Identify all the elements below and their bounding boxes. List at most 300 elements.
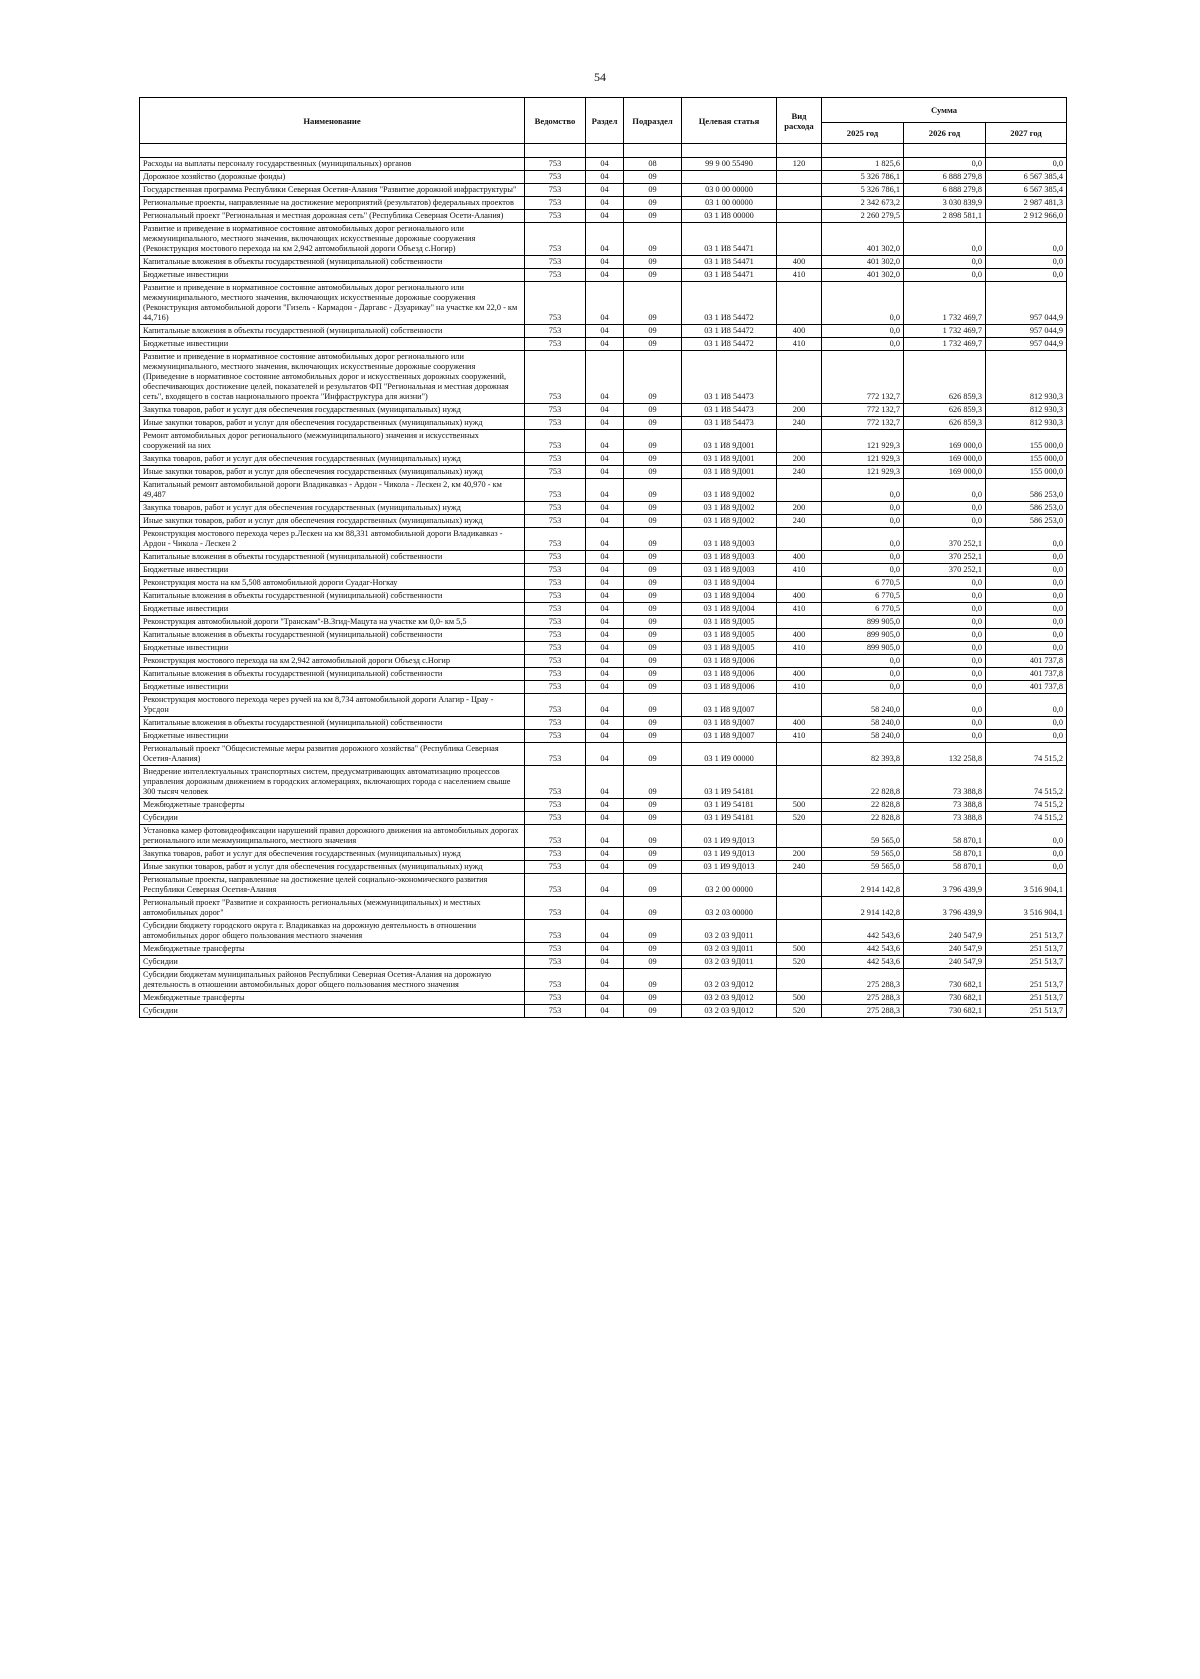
- header-name: Наименование: [140, 98, 525, 144]
- cell-section: 04: [586, 861, 624, 874]
- cell-2026: 73 388,8: [904, 766, 986, 799]
- cell-2025: 442 543,6: [822, 920, 904, 943]
- cell-2025: 59 565,0: [822, 861, 904, 874]
- cell-subsection: 09: [624, 466, 682, 479]
- cell-2025: 772 132,7: [822, 351, 904, 404]
- cell-department: 753: [525, 197, 586, 210]
- cell-name: Расходы на выплаты персоналу государственных (муниципальных) органов: [140, 158, 525, 171]
- cell-2025: 0,0: [822, 338, 904, 351]
- cell-subsection: 09: [624, 897, 682, 920]
- cell-2027: 251 513,7: [986, 1005, 1067, 1018]
- cell-2027: 251 513,7: [986, 956, 1067, 969]
- cell-section: 04: [586, 197, 624, 210]
- cell-2025: 442 543,6: [822, 943, 904, 956]
- cell-expense-type: 200: [777, 502, 822, 515]
- table-row: [140, 269, 1067, 282]
- cell-subsection: 09: [624, 453, 682, 466]
- table-row: [140, 812, 1067, 825]
- table-row: [140, 466, 1067, 479]
- cell-target-article: 03 1 И8 9Д003: [682, 528, 777, 551]
- cell-section: 04: [586, 681, 624, 694]
- cell-name: Реконструкция мостового перехода на км 2,942 автомобильной дороги Объезд с.Ногир: [140, 655, 525, 668]
- cell-target-article: 03 1 И8 9Д007: [682, 717, 777, 730]
- cell-section: 04: [586, 642, 624, 655]
- budget-table: [139, 97, 1067, 1018]
- cell-subsection: 09: [624, 861, 682, 874]
- cell-2026: 0,0: [904, 590, 986, 603]
- cell-2027: 74 515,2: [986, 799, 1067, 812]
- cell-subsection: 09: [624, 256, 682, 269]
- cell-department: 753: [525, 897, 586, 920]
- cell-target-article: 03 1 И8 9Д007: [682, 694, 777, 717]
- cell-section: 04: [586, 603, 624, 616]
- table-row: [140, 351, 1067, 404]
- cell-expense-type: 410: [777, 603, 822, 616]
- cell-name: Внедрение интеллектуальных транспортных систем, предусматривающих автоматизацию процессов управления дорожным движением в городских агломерациях, включающих города с населением свыше 300 тысяч человек: [140, 766, 525, 799]
- cell-2025: 2 914 142,8: [822, 897, 904, 920]
- cell-2026: 0,0: [904, 655, 986, 668]
- cell-department: 753: [525, 590, 586, 603]
- cell-2026: 730 682,1: [904, 1005, 986, 1018]
- cell-expense-type: 500: [777, 943, 822, 956]
- cell-name: Ремонт автомобильных дорог регионального (межмуниципального) значения и искусственных сооружений на них: [140, 430, 525, 453]
- cell-subsection: 09: [624, 404, 682, 417]
- cell-2027: 586 253,0: [986, 479, 1067, 502]
- cell-expense-type: 520: [777, 812, 822, 825]
- cell-2027: 0,0: [986, 223, 1067, 256]
- cell-section: 04: [586, 282, 624, 325]
- cell-2025: 401 302,0: [822, 223, 904, 256]
- cell-department: 753: [525, 603, 586, 616]
- table-row: [140, 1005, 1067, 1018]
- cell-2025: 58 240,0: [822, 694, 904, 717]
- cell-target-article: 03 1 И8 00000: [682, 210, 777, 223]
- table-row: [140, 590, 1067, 603]
- cell-2027: 0,0: [986, 551, 1067, 564]
- cell-name: Региональный проект "Общесистемные меры развития дорожного хозяйства" (Республика Северная Осетия-Алания): [140, 743, 525, 766]
- cell-target-article: 03 1 И9 9Д013: [682, 825, 777, 848]
- cell-section: 04: [586, 1005, 624, 1018]
- cell-expense-type: [777, 743, 822, 766]
- cell-target-article: 03 1 И8 9Д003: [682, 551, 777, 564]
- cell-section: 04: [586, 158, 624, 171]
- cell-department: 753: [525, 417, 586, 430]
- table-row: [140, 874, 1067, 897]
- cell-2025: 0,0: [822, 282, 904, 325]
- cell-department: 753: [525, 269, 586, 282]
- cell-target-article: 03 1 И8 9Д002: [682, 502, 777, 515]
- cell-target-article: 03 1 И8 9Д005: [682, 642, 777, 655]
- cell-expense-type: 410: [777, 338, 822, 351]
- cell-subsection: 09: [624, 629, 682, 642]
- cell-subsection: 09: [624, 743, 682, 766]
- cell-subsection: 09: [624, 717, 682, 730]
- cell-2027: 812 930,3: [986, 351, 1067, 404]
- cell-2025: 6 770,5: [822, 577, 904, 590]
- cell-expense-type: 400: [777, 668, 822, 681]
- cell-2026: 0,0: [904, 577, 986, 590]
- cell-2027: 0,0: [986, 528, 1067, 551]
- cell-section: 04: [586, 743, 624, 766]
- cell-name: Капитальные вложения в объекты государственной (муниципальной) собственности: [140, 256, 525, 269]
- cell-section: 04: [586, 799, 624, 812]
- cell-department: 753: [525, 616, 586, 629]
- cell-department: 753: [525, 766, 586, 799]
- cell-2027: 251 513,7: [986, 920, 1067, 943]
- cell-2025: 0,0: [822, 655, 904, 668]
- cell-2027: 0,0: [986, 694, 1067, 717]
- cell-section: 04: [586, 897, 624, 920]
- cell-department: 753: [525, 430, 586, 453]
- cell-2026: 73 388,8: [904, 812, 986, 825]
- table-row: [140, 629, 1067, 642]
- cell-2027: 0,0: [986, 590, 1067, 603]
- table-row: [140, 743, 1067, 766]
- table-row: [140, 642, 1067, 655]
- cell-expense-type: [777, 897, 822, 920]
- cell-expense-type: 410: [777, 642, 822, 655]
- cell-expense-type: 240: [777, 515, 822, 528]
- cell-expense-type: 410: [777, 269, 822, 282]
- cell-section: 04: [586, 417, 624, 430]
- cell-target-article: 03 1 И8 54471: [682, 256, 777, 269]
- cell-2026: 6 888 279,8: [904, 171, 986, 184]
- cell-subsection: 09: [624, 992, 682, 1005]
- cell-expense-type: 400: [777, 551, 822, 564]
- cell-subsection: 09: [624, 969, 682, 992]
- header-sum: Сумма: [822, 98, 1067, 123]
- cell-target-article: 03 1 И8 9Д006: [682, 668, 777, 681]
- cell-name: Закупка товаров, работ и услуг для обеспечения государственных (муниципальных) нужд: [140, 848, 525, 861]
- cell-department: 753: [525, 564, 586, 577]
- cell-subsection: 09: [624, 956, 682, 969]
- cell-2025: 442 543,6: [822, 956, 904, 969]
- header-target-article: Целевая статья: [682, 98, 777, 144]
- cell-section: 04: [586, 969, 624, 992]
- cell-name: Межбюджетные трансферты: [140, 943, 525, 956]
- cell-department: 753: [525, 515, 586, 528]
- cell-2027: 251 513,7: [986, 992, 1067, 1005]
- cell-2027: 2 912 966,0: [986, 210, 1067, 223]
- cell-target-article: 03 1 И8 9Д003: [682, 564, 777, 577]
- cell-section: 04: [586, 848, 624, 861]
- table-row: [140, 325, 1067, 338]
- cell-2026: 0,0: [904, 730, 986, 743]
- cell-2026: 132 258,8: [904, 743, 986, 766]
- header-expense-type: Вид расхода: [777, 98, 822, 144]
- table-row: [140, 766, 1067, 799]
- cell-2025: 6 770,5: [822, 603, 904, 616]
- cell-2025: 2 260 279,5: [822, 210, 904, 223]
- cell-2026: 0,0: [904, 269, 986, 282]
- cell-2026: 0,0: [904, 681, 986, 694]
- cell-subsection: 09: [624, 502, 682, 515]
- cell-name: Межбюджетные трансферты: [140, 992, 525, 1005]
- cell-2027: 401 737,8: [986, 655, 1067, 668]
- cell-2027: 0,0: [986, 642, 1067, 655]
- cell-name: Бюджетные инвестиции: [140, 681, 525, 694]
- cell-subsection: 09: [624, 430, 682, 453]
- cell-2027: 74 515,2: [986, 766, 1067, 799]
- cell-target-article: 03 1 И8 9Д007: [682, 730, 777, 743]
- cell-2026: 240 547,9: [904, 920, 986, 943]
- table-row: [140, 515, 1067, 528]
- cell-section: 04: [586, 629, 624, 642]
- cell-department: 753: [525, 920, 586, 943]
- cell-name: Региональные проекты, направленные на достижение мероприятий (результатов) федеральных проектов: [140, 197, 525, 210]
- cell-target-article: 03 1 И8 9Д001: [682, 466, 777, 479]
- cell-department: 753: [525, 956, 586, 969]
- cell-subsection: 09: [624, 210, 682, 223]
- cell-2025: 121 929,3: [822, 430, 904, 453]
- cell-department: 753: [525, 171, 586, 184]
- cell-expense-type: 400: [777, 629, 822, 642]
- cell-target-article: 03 1 И8 54472: [682, 338, 777, 351]
- cell-2027: 6 567 385,4: [986, 171, 1067, 184]
- cell-subsection: 08: [624, 158, 682, 171]
- cell-target-article: 03 1 И8 54473: [682, 351, 777, 404]
- table-row: [140, 861, 1067, 874]
- table-row: [140, 528, 1067, 551]
- table-row: [140, 256, 1067, 269]
- cell-target-article: 03 2 03 9Д012: [682, 969, 777, 992]
- cell-target-article: 03 1 И8 9Д002: [682, 479, 777, 502]
- cell-subsection: 09: [624, 184, 682, 197]
- cell-target-article: 03 1 И8 9Д005: [682, 629, 777, 642]
- cell-2026: 0,0: [904, 223, 986, 256]
- cell-target-article: 03 2 03 9Д011: [682, 943, 777, 956]
- cell-target-article: 03 2 00 00000: [682, 874, 777, 897]
- cell-section: 04: [586, 668, 624, 681]
- table-row: [140, 943, 1067, 956]
- cell-2026: 626 859,3: [904, 351, 986, 404]
- cell-name: Закупка товаров, работ и услуг для обеспечения государственных (муниципальных) нужд: [140, 453, 525, 466]
- cell-section: 04: [586, 256, 624, 269]
- cell-2027: 251 513,7: [986, 969, 1067, 992]
- cell-target-article: 03 1 И9 54181: [682, 812, 777, 825]
- cell-expense-type: [777, 825, 822, 848]
- cell-subsection: 09: [624, 269, 682, 282]
- cell-name: Бюджетные инвестиции: [140, 603, 525, 616]
- cell-target-article: 03 2 03 9Д011: [682, 920, 777, 943]
- header-year-2027: 2027 год: [986, 123, 1067, 144]
- cell-target-article: 03 1 00 00000: [682, 197, 777, 210]
- cell-department: 753: [525, 351, 586, 404]
- cell-2025: 121 929,3: [822, 453, 904, 466]
- cell-expense-type: [777, 351, 822, 404]
- cell-section: 04: [586, 515, 624, 528]
- cell-2025: 899 905,0: [822, 616, 904, 629]
- cell-2025: 772 132,7: [822, 417, 904, 430]
- cell-section: 04: [586, 577, 624, 590]
- cell-2025: 58 240,0: [822, 717, 904, 730]
- header-section: Раздел: [586, 98, 624, 144]
- cell-expense-type: [777, 282, 822, 325]
- cell-name: Капитальные вложения в объекты государственной (муниципальной) собственности: [140, 668, 525, 681]
- cell-2026: 626 859,3: [904, 417, 986, 430]
- cell-subsection: 09: [624, 282, 682, 325]
- cell-subsection: 09: [624, 730, 682, 743]
- cell-subsection: 09: [624, 655, 682, 668]
- cell-department: 753: [525, 943, 586, 956]
- cell-subsection: 09: [624, 551, 682, 564]
- cell-target-article: 03 1 И8 9Д006: [682, 681, 777, 694]
- cell-expense-type: [777, 694, 822, 717]
- cell-target-article: 03 1 И8 9Д005: [682, 616, 777, 629]
- cell-expense-type: 410: [777, 681, 822, 694]
- cell-2025: 401 302,0: [822, 269, 904, 282]
- cell-target-article: 03 1 И8 54473: [682, 417, 777, 430]
- cell-section: 04: [586, 210, 624, 223]
- cell-name: Бюджетные инвестиции: [140, 564, 525, 577]
- cell-2027: 0,0: [986, 269, 1067, 282]
- cell-department: 753: [525, 812, 586, 825]
- cell-target-article: 03 1 И9 00000: [682, 743, 777, 766]
- cell-2027: 0,0: [986, 730, 1067, 743]
- cell-name: Закупка товаров, работ и услуг для обеспечения государственных (муниципальных) нужд: [140, 502, 525, 515]
- cell-subsection: 09: [624, 603, 682, 616]
- cell-expense-type: [777, 920, 822, 943]
- cell-2027: 0,0: [986, 158, 1067, 171]
- cell-name: Бюджетные инвестиции: [140, 642, 525, 655]
- cell-subsection: 09: [624, 197, 682, 210]
- cell-expense-type: [777, 197, 822, 210]
- table-row: [140, 681, 1067, 694]
- cell-department: 753: [525, 210, 586, 223]
- cell-subsection: 09: [624, 325, 682, 338]
- cell-name: Закупка товаров, работ и услуг для обеспечения государственных (муниципальных) нужд: [140, 404, 525, 417]
- cell-department: 753: [525, 158, 586, 171]
- cell-department: 753: [525, 668, 586, 681]
- cell-name: Субсидии бюджетам муниципальных районов Республики Северная Осетия-Алания на дорожную деятельность в отношении автомобильных дорог общего пользования местного значения: [140, 969, 525, 992]
- cell-expense-type: 500: [777, 992, 822, 1005]
- cell-name: Реконструкция мостового перехода через ручей на км 8,734 автомобильной дороги Алагир - Црау - Урсдон: [140, 694, 525, 717]
- cell-2027: 0,0: [986, 825, 1067, 848]
- cell-subsection: 09: [624, 668, 682, 681]
- cell-expense-type: 520: [777, 956, 822, 969]
- cell-target-article: 03 2 03 9Д012: [682, 992, 777, 1005]
- cell-2026: 0,0: [904, 668, 986, 681]
- cell-target-article: 03 2 03 9Д012: [682, 1005, 777, 1018]
- cell-2026: 58 870,1: [904, 861, 986, 874]
- cell-2025: 0,0: [822, 551, 904, 564]
- cell-2026: 169 000,0: [904, 453, 986, 466]
- table-row: [140, 616, 1067, 629]
- table-row: [140, 551, 1067, 564]
- cell-2027: 6 567 385,4: [986, 184, 1067, 197]
- cell-expense-type: 410: [777, 730, 822, 743]
- cell-subsection: 09: [624, 528, 682, 551]
- cell-2027: 2 987 481,3: [986, 197, 1067, 210]
- cell-subsection: 09: [624, 920, 682, 943]
- table-row: [140, 453, 1067, 466]
- cell-department: 753: [525, 223, 586, 256]
- cell-target-article: 03 1 И8 9Д002: [682, 515, 777, 528]
- cell-target-article: 99 9 00 55490: [682, 158, 777, 171]
- cell-section: 04: [586, 717, 624, 730]
- cell-2025: 275 288,3: [822, 992, 904, 1005]
- cell-department: 753: [525, 479, 586, 502]
- cell-name: Дорожное хозяйство (дорожные фонды): [140, 171, 525, 184]
- cell-section: 04: [586, 992, 624, 1005]
- cell-section: 04: [586, 943, 624, 956]
- table-row: [140, 197, 1067, 210]
- cell-department: 753: [525, 655, 586, 668]
- cell-subsection: 09: [624, 590, 682, 603]
- cell-expense-type: [777, 766, 822, 799]
- cell-department: 753: [525, 848, 586, 861]
- cell-section: 04: [586, 825, 624, 848]
- cell-expense-type: [777, 223, 822, 256]
- cell-2025: 1 825,6: [822, 158, 904, 171]
- cell-2025: 0,0: [822, 479, 904, 502]
- cell-target-article: [682, 171, 777, 184]
- cell-expense-type: 400: [777, 325, 822, 338]
- cell-2026: 0,0: [904, 717, 986, 730]
- cell-expense-type: [777, 874, 822, 897]
- cell-2026: 1 732 469,7: [904, 325, 986, 338]
- cell-name: Региональный проект "Развитие и сохранность региональных (межмуниципальных) и местных автомобильных дорог": [140, 897, 525, 920]
- table-row: [140, 338, 1067, 351]
- cell-2026: 1 732 469,7: [904, 282, 986, 325]
- cell-2027: 0,0: [986, 629, 1067, 642]
- cell-2027: 155 000,0: [986, 430, 1067, 453]
- table-row: [140, 603, 1067, 616]
- cell-2025: 5 326 786,1: [822, 184, 904, 197]
- cell-subsection: 09: [624, 479, 682, 502]
- table-row: [140, 694, 1067, 717]
- cell-2026: 240 547,9: [904, 943, 986, 956]
- cell-2027: 586 253,0: [986, 515, 1067, 528]
- table-row: [140, 564, 1067, 577]
- cell-2027: 3 516 904,1: [986, 874, 1067, 897]
- cell-department: 753: [525, 874, 586, 897]
- table-row: [140, 730, 1067, 743]
- cell-subsection: 09: [624, 848, 682, 861]
- cell-department: 753: [525, 743, 586, 766]
- table-row: [140, 479, 1067, 502]
- cell-department: 753: [525, 969, 586, 992]
- cell-section: 04: [586, 528, 624, 551]
- cell-section: 04: [586, 920, 624, 943]
- cell-2027: 812 930,3: [986, 417, 1067, 430]
- cell-department: 753: [525, 325, 586, 338]
- cell-name: Развитие и приведение в нормативное состояние автомобильных дорог регионального или межмуниципального, местного значения, включающих искусственные дорожные сооружения (Реконструкция мостового перехода на км 2,942 автомобильной дороги Объезд с.Ногир): [140, 223, 525, 256]
- cell-section: 04: [586, 269, 624, 282]
- table-row: [140, 184, 1067, 197]
- cell-section: 04: [586, 466, 624, 479]
- cell-expense-type: 200: [777, 453, 822, 466]
- cell-expense-type: [777, 655, 822, 668]
- cell-section: 04: [586, 171, 624, 184]
- cell-department: 753: [525, 799, 586, 812]
- cell-subsection: 09: [624, 812, 682, 825]
- cell-2027: 957 044,9: [986, 282, 1067, 325]
- cell-target-article: 03 1 И8 54472: [682, 325, 777, 338]
- cell-department: 753: [525, 502, 586, 515]
- cell-expense-type: 240: [777, 466, 822, 479]
- table-row: [140, 969, 1067, 992]
- cell-department: 753: [525, 453, 586, 466]
- header-year-2026: 2026 год: [904, 123, 986, 144]
- cell-name: Иные закупки товаров, работ и услуг для обеспечения государственных (муниципальных) нужд: [140, 515, 525, 528]
- cell-name: Субсидии: [140, 812, 525, 825]
- cell-subsection: 09: [624, 171, 682, 184]
- cell-2027: 0,0: [986, 861, 1067, 874]
- cell-name: Субсидии: [140, 956, 525, 969]
- cell-subsection: 09: [624, 766, 682, 799]
- cell-section: 04: [586, 223, 624, 256]
